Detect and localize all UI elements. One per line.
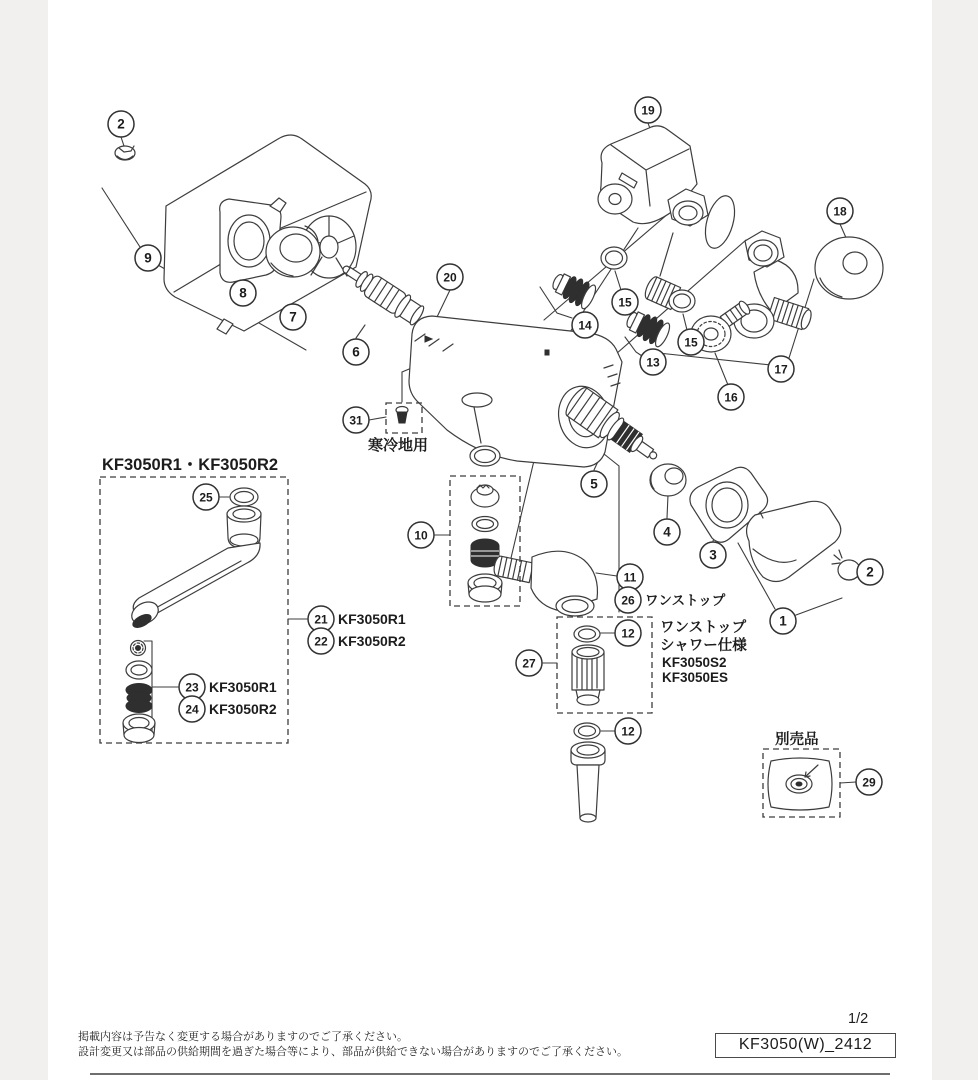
part-7-lock-nut (266, 226, 320, 277)
callout-2 (108, 111, 134, 137)
variant-label-22: KF3050R2 (338, 633, 406, 649)
variant-label-24: KF3050R2 (209, 701, 277, 717)
part-12-o-ring (574, 723, 600, 739)
variant-label-21: KF3050R1 (338, 611, 406, 627)
one-stop-shower-title-line1: ワンストップ (660, 620, 747, 636)
svg-text:7: 7 (289, 309, 297, 325)
footer-rule (90, 1073, 890, 1075)
part-2-handle-screw (832, 550, 860, 580)
document-code-box: KF3050(W)_2412 (715, 1033, 896, 1058)
footer-note-2: 設計変更又は部品の供給期間を過ぎた場合等により、部品が供給できない場合がありますのでご了承ください。 (78, 1046, 628, 1058)
callout-3 (700, 542, 726, 568)
sold-separately-label: 別売品 (775, 732, 819, 748)
svg-text:29: 29 (862, 775, 876, 790)
svg-text:17: 17 (774, 362, 788, 377)
svg-text:25: 25 (199, 490, 213, 505)
part-2-handle-screw-top (115, 146, 135, 160)
part-29-packing (768, 758, 832, 810)
svg-text:2: 2 (866, 564, 874, 580)
part-27-adapter (572, 645, 604, 705)
part-15-o-ring (669, 290, 695, 312)
callout-5 (581, 471, 607, 497)
callout-31 (343, 407, 369, 433)
callout-7 (280, 304, 306, 330)
svg-text:6: 6 (352, 344, 360, 360)
one-stop-model-2: KF3050ES (662, 670, 729, 685)
callout-19 (635, 97, 661, 123)
svg-text:22: 22 (314, 634, 328, 649)
callout-15 (678, 329, 704, 355)
svg-text:4: 4 (663, 524, 671, 540)
svg-text:31: 31 (349, 413, 363, 428)
callout-29 (856, 769, 882, 795)
cold-region-label: 寒冷地用 (368, 437, 429, 454)
callout-4 (654, 519, 680, 545)
part-23-aerator-parts (123, 641, 155, 743)
svg-text:10: 10 (414, 528, 428, 543)
callout-22 (308, 628, 334, 654)
svg-text:26: 26 (621, 593, 635, 608)
svg-text:3: 3 (709, 547, 717, 563)
callout-1 (770, 608, 796, 634)
callout-26 (615, 587, 641, 613)
part-17-leg-assembly (734, 231, 813, 338)
svg-text:12: 12 (621, 626, 635, 641)
callout-10 (408, 522, 434, 548)
callout-24 (179, 696, 205, 722)
svg-text:16: 16 (724, 390, 738, 405)
part-18-cover-ring (815, 237, 883, 299)
variant-label-23: KF3050R1 (209, 679, 277, 695)
svg-text:13: 13 (646, 355, 660, 370)
part-6-cartridge (337, 257, 427, 328)
svg-text:14: 14 (578, 318, 592, 333)
svg-text:15: 15 (618, 295, 632, 310)
callout-8 (230, 280, 256, 306)
svg-text:19: 19 (641, 103, 655, 118)
one-stop-label: ワンストップ (645, 593, 726, 608)
callout-25 (193, 484, 219, 510)
svg-text:18: 18 (833, 204, 847, 219)
callout-9 (135, 245, 161, 271)
part-25-o-ring (230, 488, 258, 506)
callout-12 (615, 620, 641, 646)
svg-text:23: 23 (185, 680, 199, 695)
svg-text:5: 5 (590, 476, 598, 492)
part-14-strainer (549, 269, 599, 311)
one-stop-model-1: KF3050S2 (662, 655, 727, 670)
svg-text:11: 11 (623, 570, 637, 585)
part-21-spout-assembly (128, 506, 261, 630)
part-15-o-ring (601, 247, 627, 269)
document-page (48, 0, 932, 1080)
part-10-aerator-set (468, 485, 502, 602)
part-shower-pipe-joint (571, 742, 605, 822)
svg-text:24: 24 (185, 702, 199, 717)
left-box-title: KF3050R1・KF3050R2 (102, 456, 279, 474)
callout-2 (857, 559, 883, 585)
callout-6 (343, 339, 369, 365)
svg-text:20: 20 (443, 270, 457, 285)
svg-text:9: 9 (144, 250, 152, 266)
callout-12 (615, 718, 641, 744)
callout-13 (640, 349, 666, 375)
part-31-cold-region-screw (396, 407, 408, 424)
part-12-o-ring (574, 626, 600, 642)
callout-17 (768, 356, 794, 382)
callout-20 (437, 264, 463, 290)
svg-text:21: 21 (314, 612, 328, 627)
part-1-handle-lever (747, 501, 841, 581)
svg-text:8: 8 (239, 285, 247, 301)
callout-15 (612, 289, 638, 315)
footer-note-1: 掲載内容は予告なく変更する場合がありますのでご了承ください。 (78, 1031, 408, 1043)
svg-text:12: 12 (621, 724, 635, 739)
callout-11 (617, 564, 643, 590)
one-stop-shower-title-line2: シャワー仕様 (660, 638, 747, 654)
svg-text:27: 27 (522, 656, 536, 671)
svg-text:15: 15 (684, 335, 698, 350)
callout-14 (572, 312, 598, 338)
svg-text:2: 2 (117, 116, 125, 132)
page-indicator: 1/2 (848, 1011, 869, 1027)
callout-27 (516, 650, 542, 676)
part-4-cap (650, 464, 686, 496)
exploded-parts-diagram (48, 0, 932, 1010)
svg-text:1: 1 (779, 613, 787, 629)
callout-16 (718, 384, 744, 410)
callout-18 (827, 198, 853, 224)
